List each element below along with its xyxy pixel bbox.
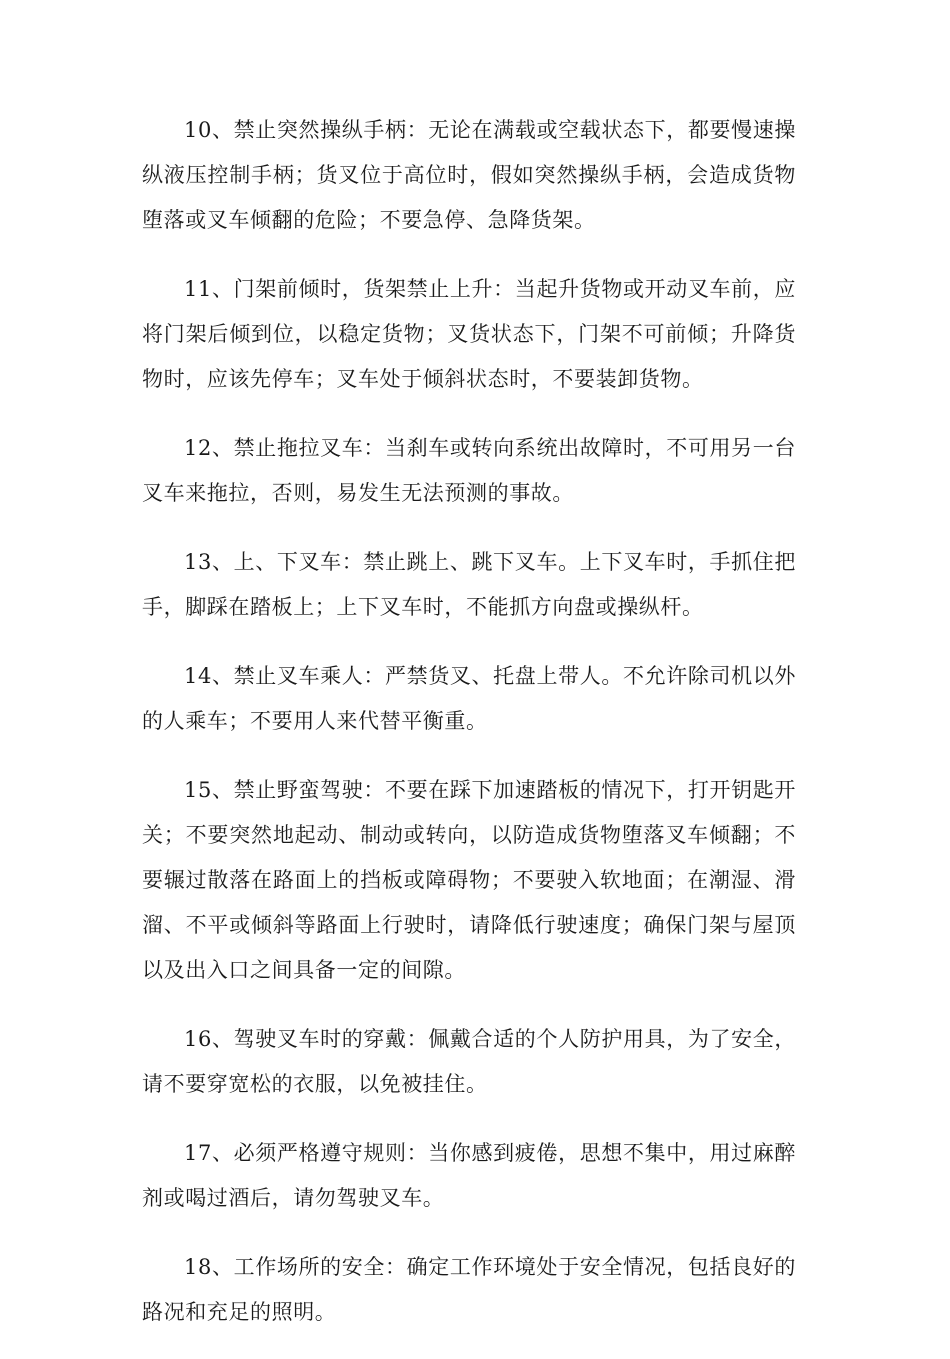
paragraph-rule-14: 14、禁止叉车乘人：严禁货叉、托盘上带人。不允许除司机以外的人乘车；不要用人来代替平衡重。 — [142, 664, 796, 733]
paragraph-rule-13: 13、上、下叉车：禁止跳上、跳下叉车。上下叉车时，手抓住把手，脚踩在踏板上；上下叉车时，不能抓方向盘或操纵杆。 — [142, 550, 796, 619]
paragraph-rule-11: 11、门架前倾时，货架禁止上升：当起升货物或开动叉车前，应将门架后倾到位，以稳定货物；叉货状态下，门架不可前倾；升降货物时，应该先停车；叉车处于倾斜状态时，不要装卸货物。 — [142, 277, 796, 391]
paragraph-rule-10: 10、禁止突然操纵手柄：无论在满载或空载状态下，都要慢速操纵液压控制手柄；货叉位于高位时，假如突然操纵手柄，会造成货物堕落或叉车倾翻的危险；不要急停、急降货架。 — [142, 118, 796, 232]
paragraph-rule-17: 17、必须严格遵守规则：当你感到疲倦，思想不集中，用过麻醉剂或喝过酒后，请勿驾驶叉车。 — [142, 1141, 796, 1210]
document-body — [142, 108, 796, 1359]
paragraph-rule-12: 12、禁止拖拉叉车：当刹车或转向系统出故障时，不可用另一台叉车来拖拉，否则，易发生无法预测的事故。 — [142, 436, 796, 505]
paragraph-rule-15: 15、禁止野蛮驾驶：不要在踩下加速踏板的情况下，打开钥匙开关；不要突然地起动、制动或转向，以防造成货物堕落叉车倾翻；不要辗过散落在路面上的挡板或障碍物；不要驶入软地面；在潮湿、滑溜、不平或倾斜等路面上行驶时，请降低行驶速度；确保门架与屋顶以及出入口之间具备一定的间隙。 — [142, 778, 796, 982]
paragraph-rule-18: 18、工作场所的安全：确定工作环境处于安全情况，包括良好的路况和充足的照明。 — [142, 1255, 796, 1324]
paragraph-rule-16: 16、驾驶叉车时的穿戴：佩戴合适的个人防护用具，为了安全，请不要穿宽松的衣服，以免被挂住。 — [142, 1027, 796, 1096]
